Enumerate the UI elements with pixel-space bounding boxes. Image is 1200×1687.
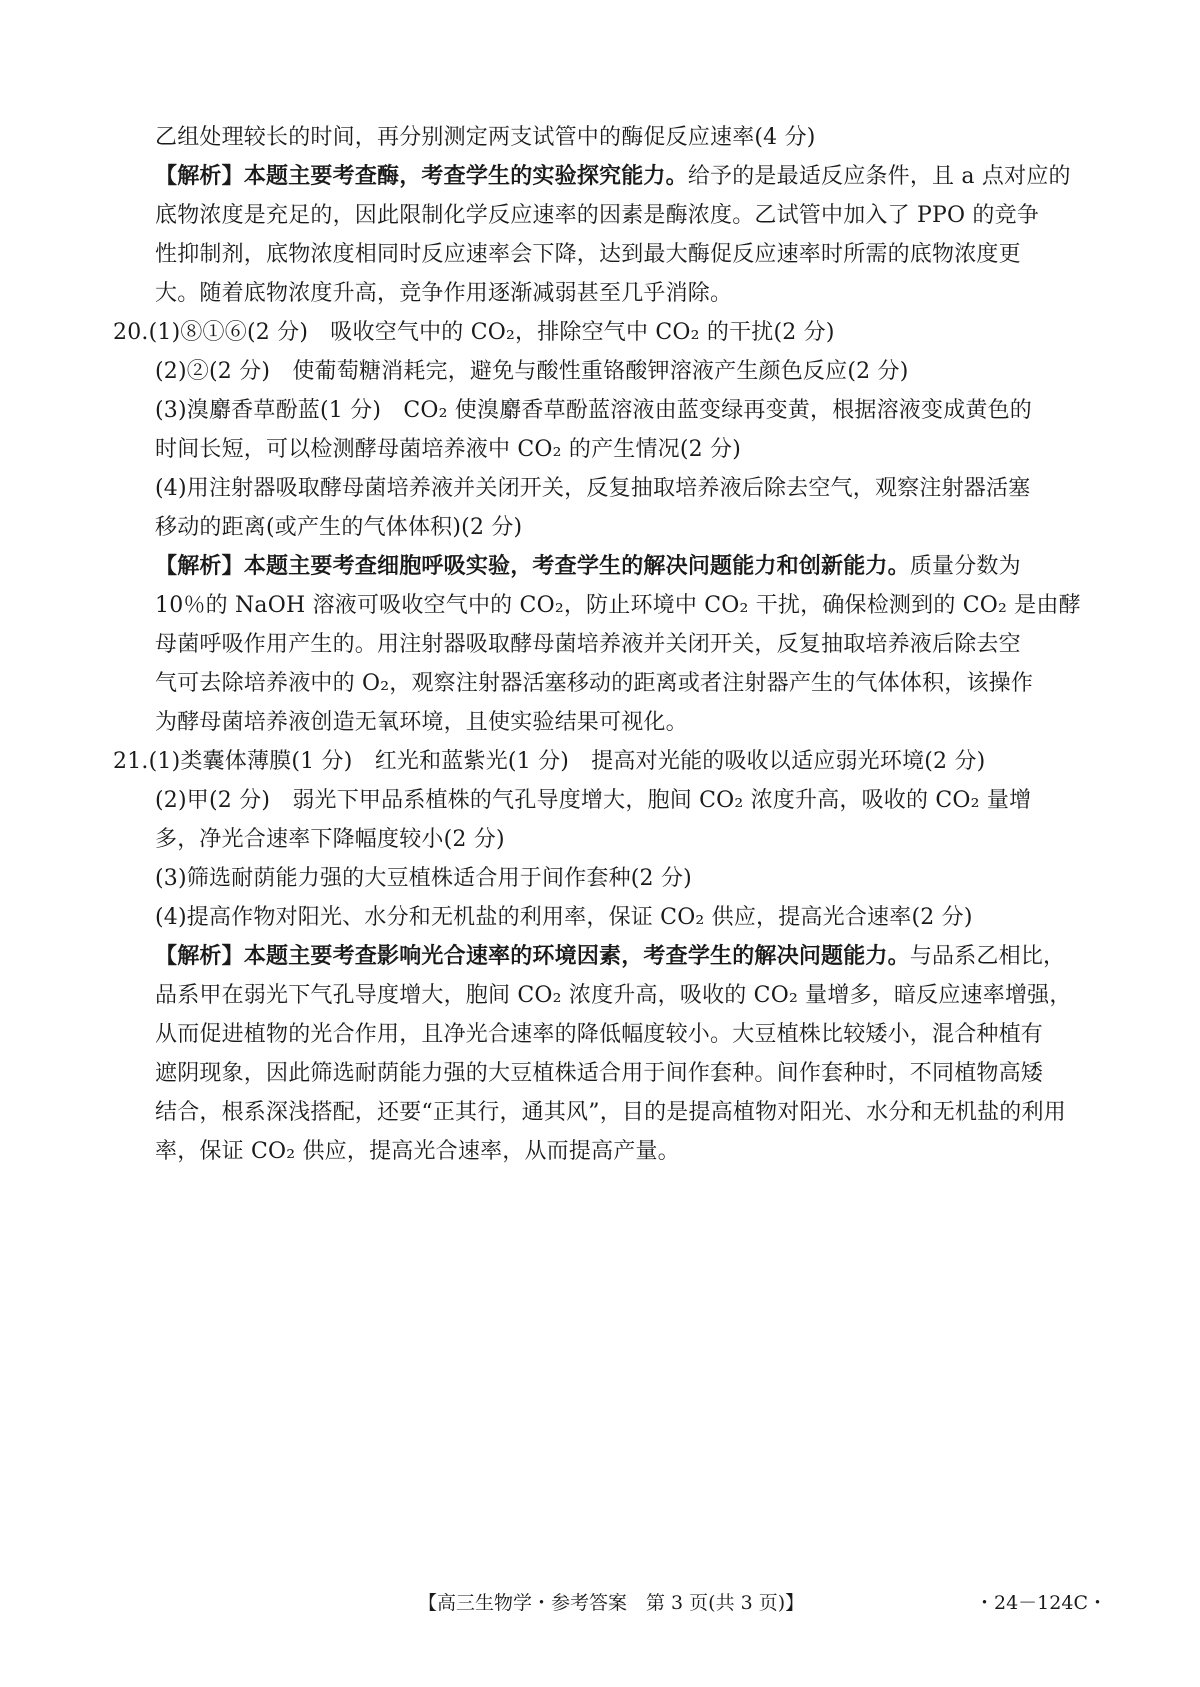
text-line	[130, 703, 1090, 742]
text-line	[130, 625, 1090, 664]
analysis-summary: 本题主要考查细胞呼吸实验，考查学生的解决问题能力和创新能力。	[243, 553, 910, 579]
text-line	[130, 1132, 1090, 1171]
line-text: 20.(1)⑧①⑥(2 分) 吸收空气中的 CO₂，排除空气中 CO₂ 的干扰(2 分)	[113, 320, 835, 345]
text-line	[130, 430, 1090, 469]
answer-content	[113, 118, 1090, 1171]
line-text: 品系甲在弱光下气孔导度增大，胞间 CO₂ 浓度升高，吸收的 CO₂ 量增多，暗反应速率增强，	[155, 983, 1072, 1008]
text-line	[130, 235, 1090, 274]
text-line	[130, 508, 1090, 547]
text-line	[130, 274, 1090, 313]
text-line	[130, 1093, 1090, 1132]
line-text: (2)②(2 分) 使葡萄糖消耗完，避免与酸性重铬酸钾溶液产生颜色反应(2 分)	[155, 359, 909, 384]
text-line	[130, 664, 1090, 703]
text-line	[130, 781, 1090, 820]
text-line	[130, 118, 1090, 157]
analysis-label: 【解析】	[155, 163, 244, 189]
text-line	[130, 1015, 1090, 1054]
page-footer	[0, 1588, 1200, 1618]
line-text: 21.(1)类囊体薄膜(1 分) 红光和蓝紫光(1 分) 提高对光能的吸收以适应弱光环境(2 分)	[113, 749, 986, 774]
question-20-line	[113, 313, 1090, 352]
text-line	[130, 898, 1090, 937]
analysis-label: 【解析】	[155, 553, 244, 579]
text-line	[130, 352, 1090, 391]
line-text: 移动的距离(或产生的气体体积)(2 分)	[155, 515, 523, 540]
line-text: (2)甲(2 分) 弱光下甲品系植株的气孔导度增大，胞间 CO₂ 浓度升高，吸收的 CO₂ 量增	[155, 788, 1032, 813]
text-line	[130, 1054, 1090, 1093]
analysis-line	[130, 547, 1090, 586]
analysis-summary: 本题主要考查酶，考查学生的实验探究能力。	[243, 163, 688, 189]
line-text: 大。随着底物浓度升高，竞争作用逐渐减弱甚至几乎消除。	[155, 281, 733, 306]
text-line	[130, 469, 1090, 508]
line-text: (4)用注射器吸取酵母菌培养液并关闭开关，反复抽取培养液后除去空气，观察注射器活塞	[155, 476, 1031, 501]
line-text: 给予的是最适反应条件，且 a 点对应的	[687, 164, 1071, 189]
line-text: 多，净光合速率下降幅度较小(2 分)	[155, 827, 505, 852]
line-text: 质量分数为	[909, 554, 1021, 579]
analysis-label: 【解析】	[155, 943, 244, 969]
text-line	[130, 820, 1090, 859]
line-text: 率，保证 CO₂ 供应，提高光合速率，从而提高产量。	[155, 1139, 680, 1164]
footer-doc-code: ・24－124C・	[975, 1592, 1107, 1614]
line-text: 结合，根系深浅搭配，还要“正其行，通其风”，目的是提高植物对阳光、水分和无机盐的利用	[155, 1100, 1066, 1125]
line-text: 时间长短，可以检测酵母菌培养液中 CO₂ 的产生情况(2 分)	[155, 437, 742, 462]
line-text: 母菌呼吸作用产生的。用注射器吸取酵母菌培养液并关闭开关，反复抽取培养液后除去空	[155, 632, 1021, 657]
line-text: (3)筛选耐荫能力强的大豆植株适合用于间作套种(2 分)	[155, 866, 692, 891]
text-line	[130, 976, 1090, 1015]
line-text: (4)提高作物对阳光、水分和无机盐的利用率，保证 CO₂ 供应，提高光合速率(2 分)	[155, 905, 973, 930]
line-text: 气可去除培养液中的 O₂，观察注射器活塞移动的距离或者注射器产生的气体体积，该操作	[155, 671, 1034, 696]
text-line	[130, 586, 1090, 625]
footer-page-info: 【高三生物学・参考答案 第 3 页(共 3 页)】	[418, 1592, 805, 1614]
line-text: 乙组处理较长的时间，再分别测定两支试管中的酶促反应速率(4 分)	[155, 125, 816, 150]
line-text: 为酵母菌培养液创造无氧环境，且使实验结果可视化。	[155, 710, 688, 735]
text-line	[130, 859, 1090, 898]
line-text: 遮阴现象，因此筛选耐荫能力强的大豆植株适合用于间作套种。间作套种时，不同植物高矮	[155, 1061, 1044, 1086]
analysis-line	[130, 937, 1090, 976]
line-text: 底物浓度是充足的，因此限制化学反应速率的因素是酶浓度。乙试管中加入了 PPO 的竞争	[155, 203, 1040, 228]
line-text: 与品系乙相比，	[909, 944, 1066, 969]
line-text: (3)溴麝香草酚蓝(1 分) CO₂ 使溴麝香草酚蓝溶液由蓝变绿再变黄，根据溶液变成黄色的	[155, 398, 1033, 423]
line-text: 性抑制剂，底物浓度相同时反应速率会下降，达到最大酶促反应速率时所需的底物浓度更	[155, 242, 1021, 267]
line-text: 从而促进植物的光合作用，且净光合速率的降低幅度较小。大豆植株比较矮小，混合种植有	[155, 1022, 1044, 1047]
question-21-line	[113, 742, 1090, 781]
analysis-summary: 本题主要考查影响光合速率的环境因素，考查学生的解决问题能力。	[243, 943, 910, 969]
analysis-line	[130, 157, 1090, 196]
text-line	[130, 196, 1090, 235]
text-line	[130, 391, 1090, 430]
line-text: 10％的 NaOH 溶液可吸收空气中的 CO₂，防止环境中 CO₂ 干扰，确保检测到的 CO₂ 是由酵	[155, 593, 1081, 618]
